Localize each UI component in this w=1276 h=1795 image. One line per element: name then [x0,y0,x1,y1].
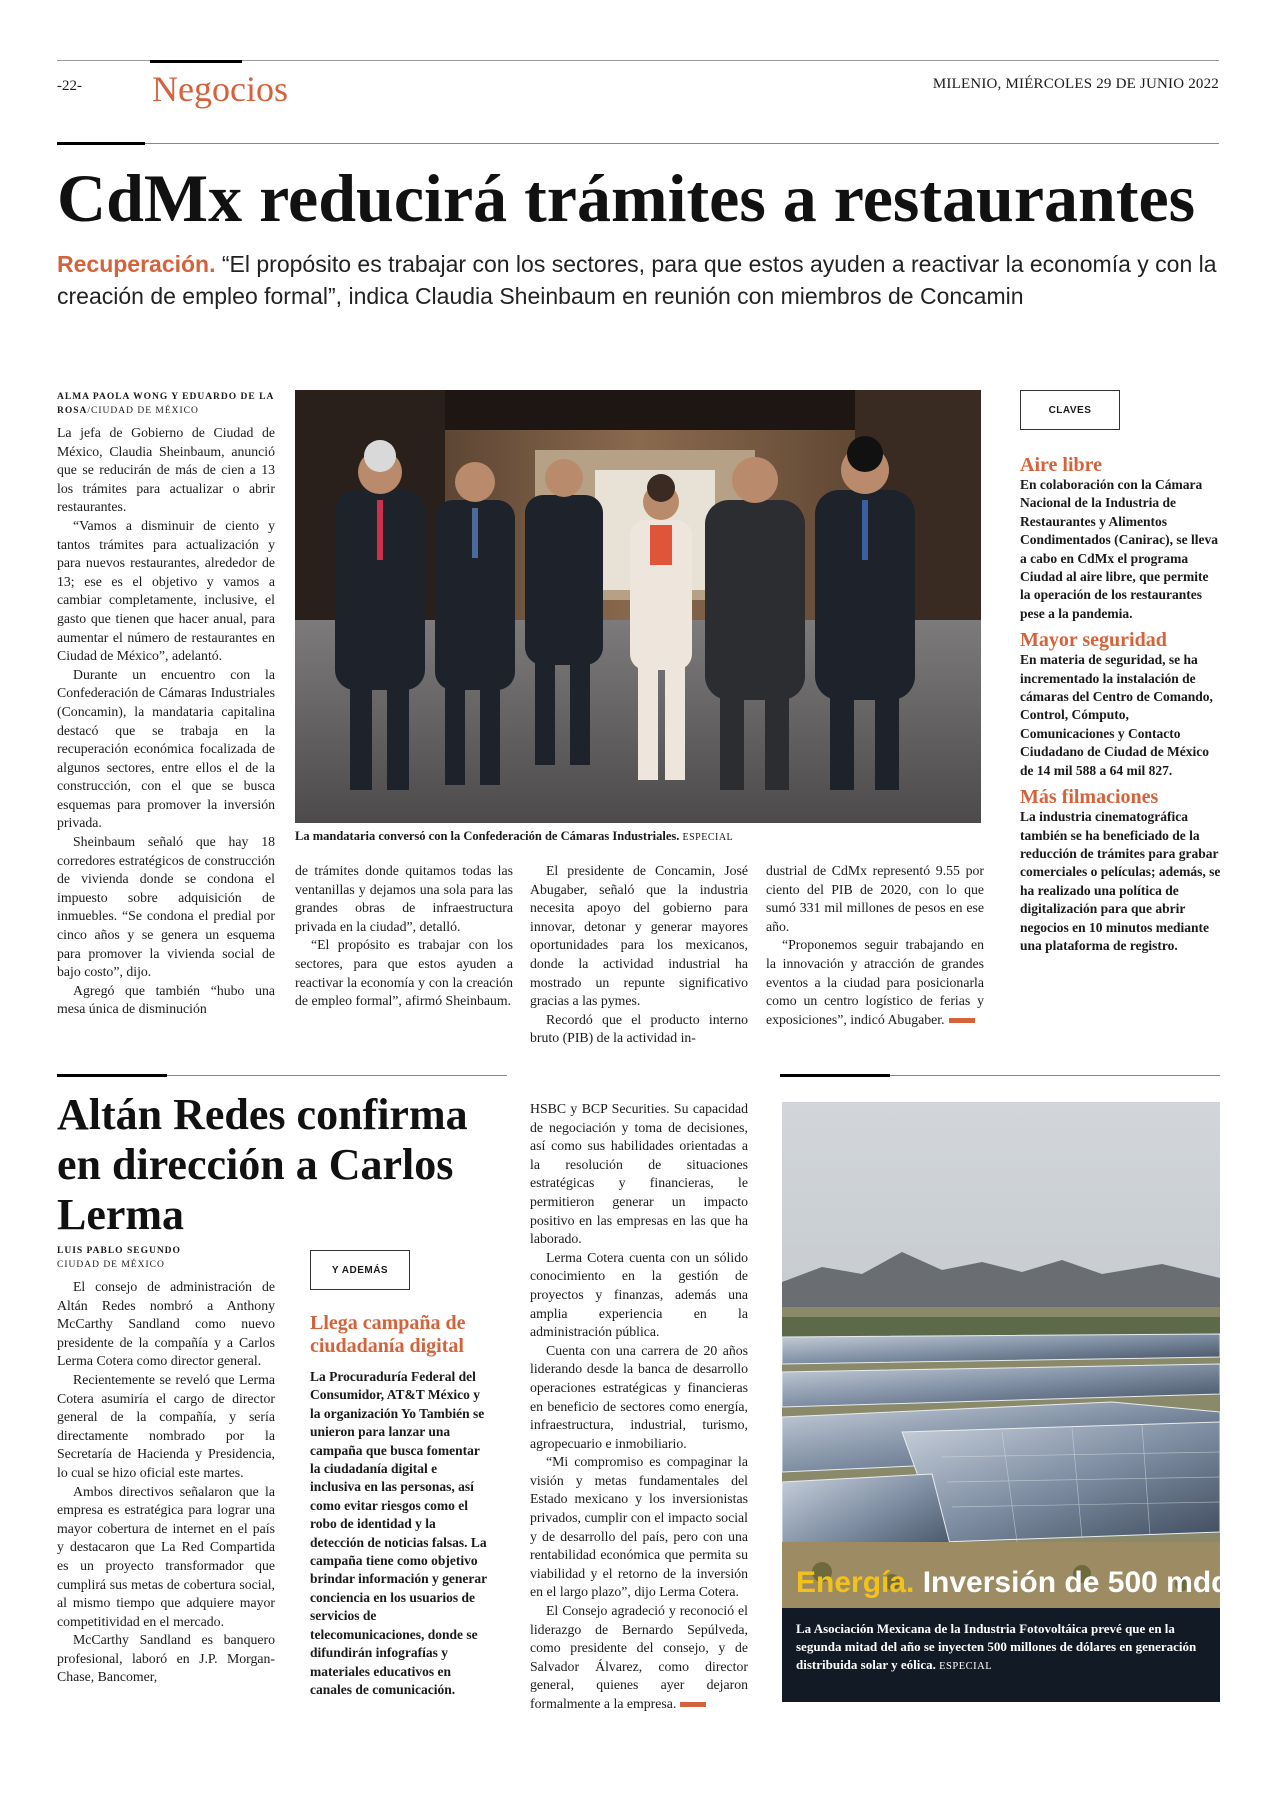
solar-panels-illustration [782,1102,1220,1608]
ademas-title: Llega campaña de ciudadanía digital [310,1312,466,1357]
claves-item-body: La industria cinematográfica también se ha beneficiado de la reducción de trámites para grabar comerciales o películas; además, se ha realizado una política de digitalización para que abrir negocios en 10 minutos mediante una plataforma de registro. [1020,809,1221,953]
ademas-sidebar [310,1312,490,1699]
meeting-photo-illustration [295,390,981,823]
end-mark [949,1018,975,1023]
second-top-rule [167,1075,507,1076]
claves-item-title: Más filmaciones [1020,786,1159,809]
second-col3-text: HSBC y BCP Securities. Su capacidad de negociación y toma de decisiones, así como sus habilidades orientadas a la resolución de situaciones estratégicas y financieras, le permitieron generar un impacto positivo en las empresas en las que ha laborado. Lerma Cotera cuenta con un sólido conocimiento en la gestión de proyectos y finanzas, además una amplia experiencia en la administración pública. Cuenta con una carrera de 20 años liderando desde la banca de desarrollo operaciones estratégicas y financieras en beneficio de sectores como energía, infraestructura, industrial, turismo, agropecuario e inmobiliario. “Mi compromiso es compaginar la visión y metas fundamentales del Estado mexicano y los inversionistas privados, cumplir con el impacto social y de desarrollo del país, pero con una rentabilidad económica que permita su viabilidad y el retorno de la inversión en el largo plazo”, dijo Lerma Cotera. El Consejo agradeció y reconoció el liderazgo de Bernardo Sepúlveda, como presidente del consejo, y de Salvador Álvarez, como director general, quienes ayer dejaron formalmente a la empresa. [530,1101,748,1711]
energia-top-rule [890,1075,1220,1076]
lead-column-1 [57,390,275,1019]
dateline: MILENIO, MIÉRCOLES 29 DE JUNIO 2022 [932,76,1219,92]
lead-photo-caption: La mandataria conversó con la Confederación de Cámaras Industriales. ESPECIAL [295,829,734,843]
section-title: Negocios [152,69,288,109]
solar-photo [782,1102,1220,1608]
section-accent-rule [150,60,242,63]
energia-accent-rule [780,1074,890,1077]
lead-col3-text: El presidente de Concamin, José Abugaber, señaló que la industria necesita apoyo del gobierno para innovar, detonar y generar mayores oportunidades para los mexicanos, donde la actividad industrial ha mostrado un repunte significativo gracias a las pymes. Recordó que el producto interno bruto (PIB) de la actividad in- [530,863,748,1046]
lead-headline: CdMx reducirá trámites a restaurantes [57,160,1196,236]
lead-col4-text: dustrial de CdMx representó 9.55 por ciento del PIB de 2020, con lo que sumó 331 mil millones de pesos en ese año. “Proponemos seguir trabajando en la innovación y atracción de grandes eventos a la ciudad para posicionarla como un centro logístico de ferias y exposiciones”, indicó Abugaber. [766,863,984,1027]
claves-item-body: En materia de seguridad, se ha incrementado la instalación de cámaras del Centro de Comando, Control, Cómputo, Comunicaciones y Contacto Ciudadano de Ciudad de México de 14 mil 588 a 64 mil 827. [1020,652,1213,778]
lead-byline: ALMA PAOLA WONG Y EDUARDO DE LA ROSA/CIUDAD DE MÉXICO [57,392,274,416]
claves-item-title: Aire libre [1020,454,1103,476]
second-headline: Altán Redes confirma en dirección a Carlos Lerma [57,1090,468,1239]
ademas-body: La Procuraduría Federal del Consumidor, AT&T México y la organización Yo También se unieron para lanzar una campaña que busca fomentar la ciudadanía digital e inclusiva en las personas, así como evitar riesgos como el robo de identidad y la detección de noticias falsas. La campaña tiene como objetivo brindar información y generar conciencia en los usuarios de servicios de telecomunicaciones, donde se difundirán infografías y materiales educativos en canales de comunicación. [310,1369,487,1697]
lead-photo [295,390,981,823]
headline-accent-rule [57,142,145,145]
claves-item-body: En colaboración con la Cámara Nacional de la Industria de Restaurantes y Alimentos Condimentados (Canirac), se lleva a cabo en CdMx el programa Ciudad al aire libre, que permite la operación de los restaurantes pese a la pandemia. [1020,477,1218,621]
second-byline: LUIS PABLO SEGUNDO CIUDAD DE MÉXICO [57,1246,181,1270]
claves-item-title: Mayor seguridad [1020,629,1167,652]
deck-text: “El propósito es trabajar con los sectores, para que estos ayuden a reactivar la economía y con la creación de empleo formal”, indica Claudia Sheinbaum en reunión con miembros de Concamin [57,251,1217,309]
energia-caption-box [782,1566,1230,1702]
headline-top-rule [145,143,1219,144]
energia-title: Energía. Inversión de 500 mdd [796,1566,1230,1599]
second-accent-rule [57,1074,167,1077]
lead-col1-text: La jefa de Gobierno de Ciudad de México, Claudia Sheinbaum, anunció que se reducirán de más de cien a 13 los trámites para actualizar o abrir restaurantes. “Vamos a disminuir de ciento y tantos trámites para actualización y para nuevos restaurantes, alrededor de 13; ese es el objetivo y vamos a cambiar completamente, inclusive, el gasto que tienen que hacer anual, para aumentar el número de restaurantes en Ciudad de México”, adelantó. Durante un encuentro con la Confederación de Cámaras Industriales (Concamin), la mandataria capitalina destacó que se trabaja en la recuperación económica focalizada de algunos sectores, entre ellos el de la construcción, con el que se busca esquemas para promover la inversión privada. Sheinbaum señaló que hay 18 corredores estratégicos de construcción de vivienda donde se condona el impuesto sobre adquisición de inmuebles. “Se condona el predial por cinco años y se genera un esquema para promover la vivienda social de bajo costo”, dijo. Agregó que también “hubo una mesa única de disminución [57,425,275,1017]
claves-label: CLAVES [1020,390,1120,430]
page-number: -22- [57,78,82,94]
energia-caption: La Asociación Mexicana de la Industria Fotovoltáica prevé que en la segunda mitad del año se inyecten 500 millones de dólares en generación distribuida solar y eólica. ESPECIAL [796,1621,1197,1672]
lead-deck [57,248,1222,312]
claves-sidebar [1020,454,1222,955]
lead-col2-text: de trámites donde quitamos todas las ventanillas y dejamos una sola para las grandes obras de infraestructura privada en la ciudad”, detalló. “El propósito es trabajar con los sectores, para que estos ayuden a reactivar la economía y con la creación de empleo formal”, afirmó Sheinbaum. [295,863,513,1009]
second-column-1 [57,1244,275,1687]
end-mark [680,1702,706,1707]
second-col1-text: El consejo de administración de Altán Redes nombró a Anthony McCarthy Sandland como nuevo presidente de la compañía y a Carlos Lerma Cotera como director general. Recientemente se reveló que Lerma Cotera asumiría el cargo de director general de la compañía, y sería directamente nombrado por la Secretaría de Hacienda y Presidencia, lo cual se hizo oficial este martes. Ambos directivos señalaron que la empresa es estratégica para lograr una mayor cobertura de internet en el país y destacaron que La Red Compartida es un proyecto transformador que cumplirá sus metas de cobertura social, al mismo tiempo que adquiere mayor competitividad en el mercado. McCarthy Sandland es banquero profesional, laboró en J.P. Morgan-Chase, Bancomer, [57,1279,275,1685]
deck-kicker: Recuperación. [57,251,216,277]
ademas-label: Y ADEMÁS [310,1250,410,1290]
